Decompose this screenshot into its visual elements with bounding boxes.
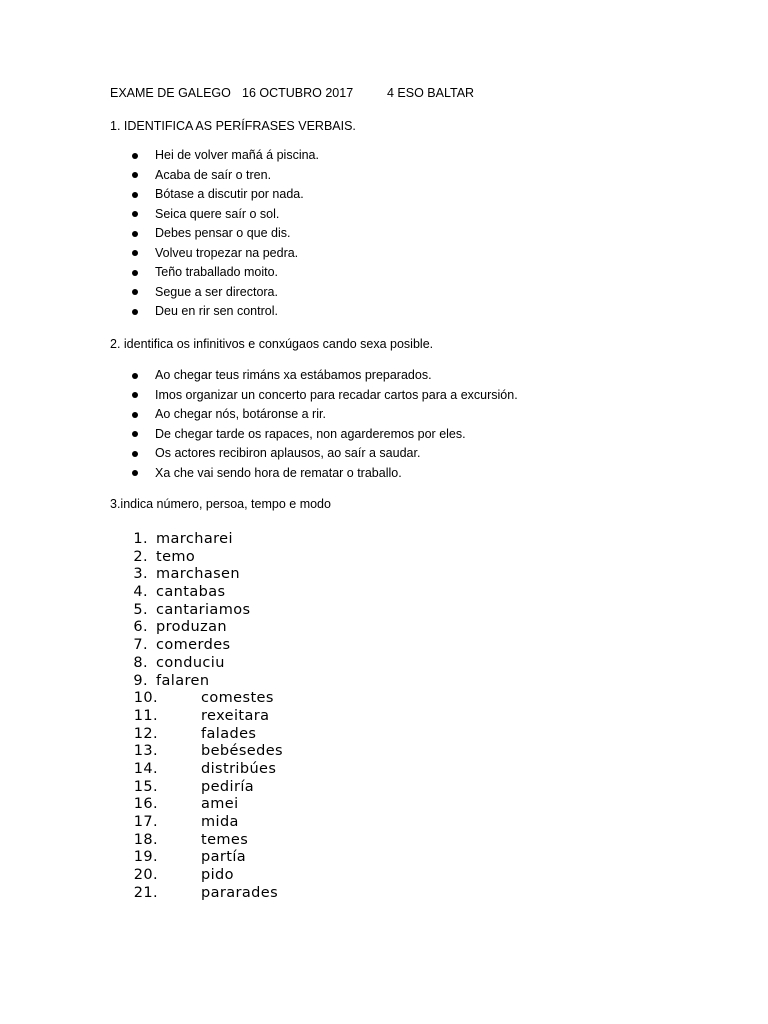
verb-item [110,549,283,567]
verb-form: pararades [201,884,279,901]
item-number: 19. [133,849,158,866]
item-number: 17. [133,814,158,830]
verb-item [110,673,283,691]
verb-item [110,531,283,549]
exam-header [110,86,474,100]
bullet-icon [132,412,138,418]
list-item [132,405,518,425]
list-item [132,444,518,464]
question-3-title: 3.indica número, persoa, tempo e modo [110,497,331,511]
verb-item [110,779,283,797]
question-1-list [132,146,319,322]
bullet-icon [132,211,138,217]
list-item-text: Seica quere saír o sol. [155,206,280,221]
item-number: 7. [133,637,148,654]
question-2-list [132,366,518,483]
verb-form: marcharei [156,531,233,547]
verb-form: amei [201,796,239,813]
list-item-text: Xa che vai sendo hora de rematar o traballo. [155,465,402,480]
verb-form: conduciu [156,654,225,671]
verb-form: cantabas [156,584,226,601]
verb-item [110,602,283,620]
item-number: 16. [133,796,158,813]
verb-form: temo [156,548,196,565]
list-item-text: Ao chegar teus rimáns xa estábamos preparados. [155,368,432,382]
list-item [132,244,319,264]
list-item-text: Imos organizar un concerto para recadar cartos para a excursión. [155,387,518,402]
bullet-icon [132,392,138,398]
verb-item [110,584,283,602]
list-item-text: Acaba de saír o tren. [155,167,272,182]
list-item-text: De chegar tarde os rapaces, non agarderemos por eles. [155,426,466,441]
item-number: 4. [133,584,148,601]
item-number: 1. [133,531,148,547]
verb-item [110,761,283,779]
bullet-icon [132,250,138,256]
list-item [132,185,319,205]
verb-form: rexeitara [201,707,270,724]
verb-form: comestes [201,690,274,707]
verb-item [110,708,283,726]
verb-form: temes [201,831,249,848]
item-number: 20. [133,867,158,884]
item-number: 6. [133,619,148,636]
verb-item [110,726,283,744]
item-number: 3. [133,566,148,583]
verb-form: pediría [201,778,255,795]
item-number: 12. [133,725,158,742]
bullet-icon [132,431,138,437]
list-item-text: Debes pensar o que dis. [155,226,291,240]
item-number: 5. [133,601,148,618]
item-number: 10. [133,690,158,707]
verb-form: pido [201,867,234,884]
bullet-icon [132,192,138,198]
question-1-title: 1. IDENTIFICA AS PERÍFRASES VERBAIS. [110,119,356,133]
bullet-icon [132,231,138,237]
item-number: 18. [133,831,158,848]
question-2-title: 2. identifica os infinitivos e conxúgaos cando sexa posible. [110,337,434,351]
verb-item [110,619,283,637]
verb-item [110,832,283,850]
list-item [132,366,518,386]
verb-item [110,885,283,903]
item-number: 8. [133,654,148,671]
list-item [132,464,518,484]
verb-item [110,814,283,832]
verb-item [110,867,283,885]
list-item-text: Deu en rir sen control. [155,304,278,318]
verb-form: falaren [156,672,210,689]
bullet-icon [132,451,138,457]
list-item [132,302,319,322]
verb-item [110,796,283,814]
item-number: 13. [133,743,158,760]
bullet-icon [132,309,138,315]
bullet-icon [132,270,138,276]
list-item [132,146,319,166]
list-item [132,425,518,445]
list-item-text: Teño traballado moito. [155,265,278,279]
verb-form: mida [201,814,239,830]
verb-item [110,849,283,867]
question-3-list [110,531,283,902]
list-item [132,205,319,225]
list-item-text: Ao chegar nós, botáronse a rir. [155,407,326,421]
list-item-text: Segue a ser directora. [155,284,278,299]
verb-item [110,637,283,655]
verb-form: partía [201,849,247,866]
list-item-text: Volveu tropezar na pedra. [155,245,299,260]
exam-date: 16 OCTUBRO 2017 [242,86,354,100]
bullet-icon [132,289,138,295]
bullet-icon [132,153,138,159]
list-item [132,224,319,244]
exam-subject: EXAME DE GALEGO [110,86,231,100]
verb-item [110,566,283,584]
list-item [132,263,319,283]
verb-form: bebésedes [201,743,284,760]
exam-group: 4 ESO BALTAR [387,86,475,100]
verb-form: cantariamos [156,601,251,618]
list-item [132,283,319,303]
bullet-icon [132,470,138,476]
item-number: 9. [133,672,148,689]
bullet-icon [132,373,138,379]
verb-item [110,743,283,761]
item-number: 14. [133,760,158,777]
verb-form: distribúes [201,760,277,777]
verb-item [110,655,283,673]
verb-form: comerdes [156,637,231,654]
verb-form: produzan [156,619,227,636]
list-item [132,386,518,406]
item-number: 2. [133,548,148,565]
item-number: 15. [133,778,158,795]
bullet-icon [132,172,138,178]
item-number: 11. [133,707,158,724]
list-item [132,166,319,186]
list-item-text: Os actores recibiron aplausos, ao saír a saudar. [155,446,421,460]
list-item-text: Bótase a discutir por nada. [155,187,304,201]
verb-item [110,690,283,708]
verb-form: marchasen [156,566,240,583]
verb-form: falades [201,725,257,742]
list-item-text: Hei de volver mañá á piscina. [155,148,319,162]
item-number: 21. [133,884,158,901]
